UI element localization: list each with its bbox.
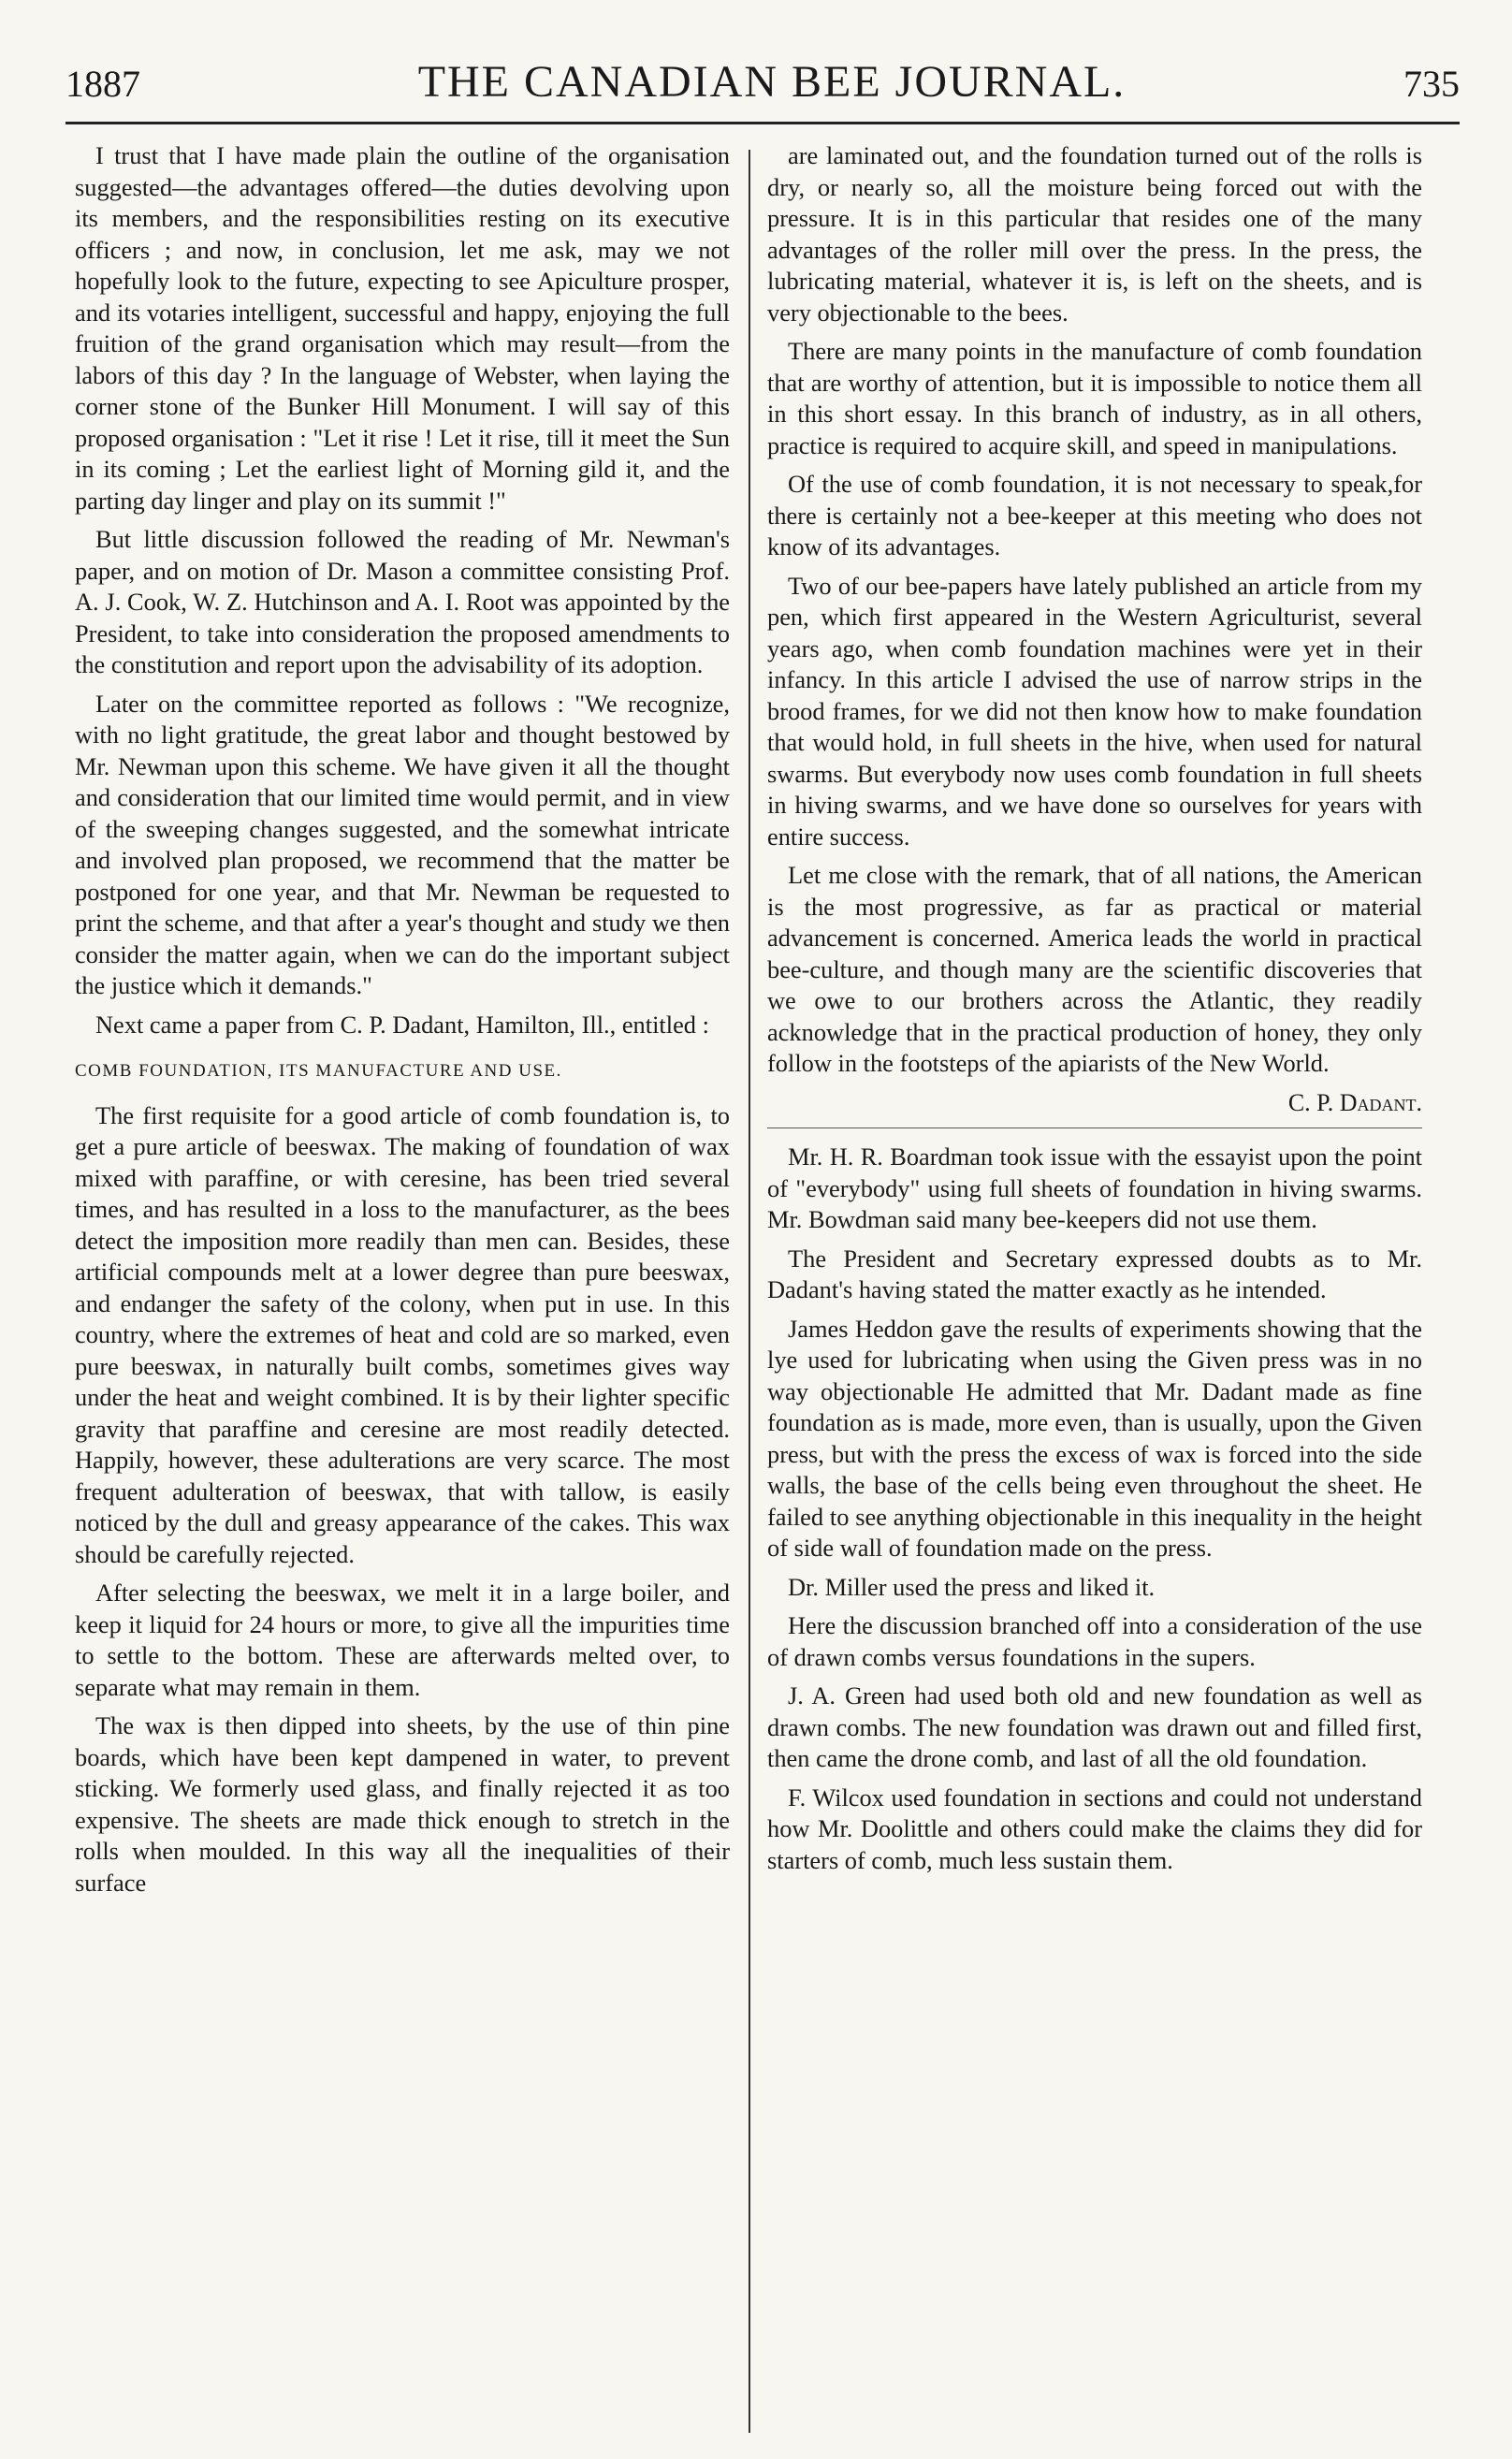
paragraph: Of the use of comb foundation, it is not necessary to speak,for there is certainly not a bee-keeper at this meeting who does not know of its advantages. <box>767 470 1422 560</box>
paragraph: I trust that I have made plain the outline of the organisation suggested—the advantages offered—the duties devolving upon its members, and the responsibilities resting on its executive officers ; and now, in conclusion, let me ask, may we not hopefully look to the future, expecting to see Apiculture prosper, and its votaries intelligent, successful and happy, enjoying the full fruition of the grand organisation which may result—from the labors of this day ? In the language of Webster, when laying the corner stone of the Bunker Hill Monument. I will say of this proposed organisation : "Let it rise ! Let it rise, till it meet the Sun in its coming ; Let the earliest light of Morning gild it, and the parting day linger and play on its summit !" <box>75 141 730 515</box>
article-columns <box>75 140 1460 2442</box>
column-divider <box>749 150 750 2433</box>
paragraph: But little discussion followed the reading of Mr. Newman's paper, and on motion of Dr. Mason a committee consisting Prof. A. J. Cook, W. Z. Hutchinson and A. I. Root was appointed by the President, to take into consideration the proposed amendments to the constitution and report upon the advisability of its adoption. <box>75 525 730 678</box>
paragraph: Dr. Miller used the press and liked it. <box>788 1572 1156 1601</box>
paragraph: The President and Secretary expressed doubts as to Mr. Dadant's having stated the matter exactly as he intended. <box>767 1244 1422 1303</box>
author-signature: C. P. Dadant. <box>1287 1088 1422 1116</box>
journal-title: THE CANADIAN BEE JOURNAL. <box>417 57 1127 107</box>
paragraph: There are many points in the manufacture of comb foundation that are worthy of attention, but it is impossible to notice them all in this short essay. In this branch of industry, as in all others, practice is required to acquire skill, and speed in manipulations. <box>767 337 1422 459</box>
header-year: 1887 <box>65 63 140 105</box>
paragraph: Let me close with the remark, that of all nations, the American is the most progressive, as far as practical or material advancement is concerned. America leads the world in practical bee-culture, and though many are the scientific discoveries that we owe to our brothers across the Atlantic, they readily acknowledge that in the practical production of honey, they only follow in the footsteps of the apiarists of the New World. <box>767 861 1422 1077</box>
paragraph: J. A. Green had used both old and new foundation as well as drawn combs. The new foundation was drawn out and filled first, then came the drone comb, and last of all the old foundation. <box>767 1681 1422 1772</box>
paragraph: Next came a paper from C. P. Dadant, Hamilton, Ill., entitled : <box>95 1010 709 1039</box>
paragraph: After selecting the beeswax, we melt it in a large boiler, and keep it liquid for 24 hours or more, to give all the impurities time to settle to the bottom. These are afterwards melted over, to separate what may remain in them. <box>75 1579 730 1701</box>
paragraph: are laminated out, and the foundation turned out of the rolls is dry, or nearly so, all the moisture being forced out with the pressure. It is in this particular that resides one of the many advantages of the roller mill over the press. In the press, the lubricating material, whatever it is, is left on the sheets, and is very objectionable to the bees. <box>767 141 1422 327</box>
paragraph: F. Wilcox used foundation in sections and could not understand how Mr. Doolittle and others could make the claims they did for starters of comb, much less sustain them. <box>767 1782 1422 1874</box>
paragraph: The first requisite for a good article of comb foundation is, to get a pure article of beeswax. The making of foundation of wax mixed with paraffine, or with ceresine, has been tried several times, and has resulted in a loss to the manufacturer, as the bees detect the imposition more readily than men can. Besides, these artificial compounds melt at a lower degree than pure beeswax, and endanger the safety of the colony, when put in use. In this country, where the extremes of heat and cold are so marked, even pure beeswax, in naturally built combs, sometimes gives way under the heat and weight combined. It is by their lighter specific gravity that paraffine and ceresine are most readily detected. Happily, however, these adulterations are very scarce. The most frequent adulteration of beeswax, that with tallow, is easily noticed by the dull and greasy appearance of the cakes. This wax should be carefully rejected. <box>75 1100 730 1568</box>
paragraph: Mr. H. R. Boardman took issue with the essayist upon the point of "everybody" using full sheets of foundation in hiving swarms. Mr. Bowdman said many bee-keepers did not use them. <box>767 1142 1422 1233</box>
paragraph: Later on the committee reported as follows : "We recognize, with no light gratitude, the great labor and thought bestowed by Mr. Newman upon this scheme. We have given it all the thought and consideration that our limited time would permit, and in view of the sweeping changes suggested, and the somewhat intricate and involved plan proposed, we recommend that the matter be postponed for one year, and that Mr. Newman be requested to print the scheme, and that after a year's thought and study we then consider the matter again, when we can do the important subject the justice which it demands." <box>75 689 730 999</box>
page-header <box>65 56 1460 124</box>
section-heading: COMB FOUNDATION, ITS MANUFACTURE AND USE. <box>75 1061 562 1081</box>
paragraph: James Heddon gave the results of experiments showing that the lye used for lubricating when using the Given press was in no way objectionable He admitted that Mr. Dadant made as fine foundation as is made, more even, than is usually, upon the Given press, but with the press the excess of wax is forced into the side walls, the base of the cells being even throughout the sheet. He failed to see anything objectionable in this inequality in the height of side wall of foundation made on the press. <box>767 1314 1422 1562</box>
right-column <box>767 140 1422 2442</box>
paragraph: Here the discussion branched off into a consideration of the use of drawn combs versus foundations in the supers. <box>767 1611 1422 1671</box>
page-number: 735 <box>1403 63 1460 105</box>
paragraph: Two of our bee-papers have lately published an article from my pen, which first appeared in the Western Agriculturist, several years ago, when comb foundation machines were yet in their infancy. In this article I advised the use of narrow strips in the brood frames, for we did not then know how to make foundation that would hold, in full sheets in the hive, when used for natural swarms. But everybody now uses comb foundation in full sheets in hiving swarms, and we have done so ourselves for years with entire success. <box>767 571 1422 851</box>
paragraph: The wax is then dipped into sheets, by the use of thin pine boards, which have been kept dampened in water, to prevent sticking. We formerly used glass, and finally rejected it as too expensive. The sheets are made thick enough to stretch in the rolls when moulded. In this way all the inequalities of their surface <box>75 1711 730 1897</box>
left-column <box>75 140 730 2442</box>
